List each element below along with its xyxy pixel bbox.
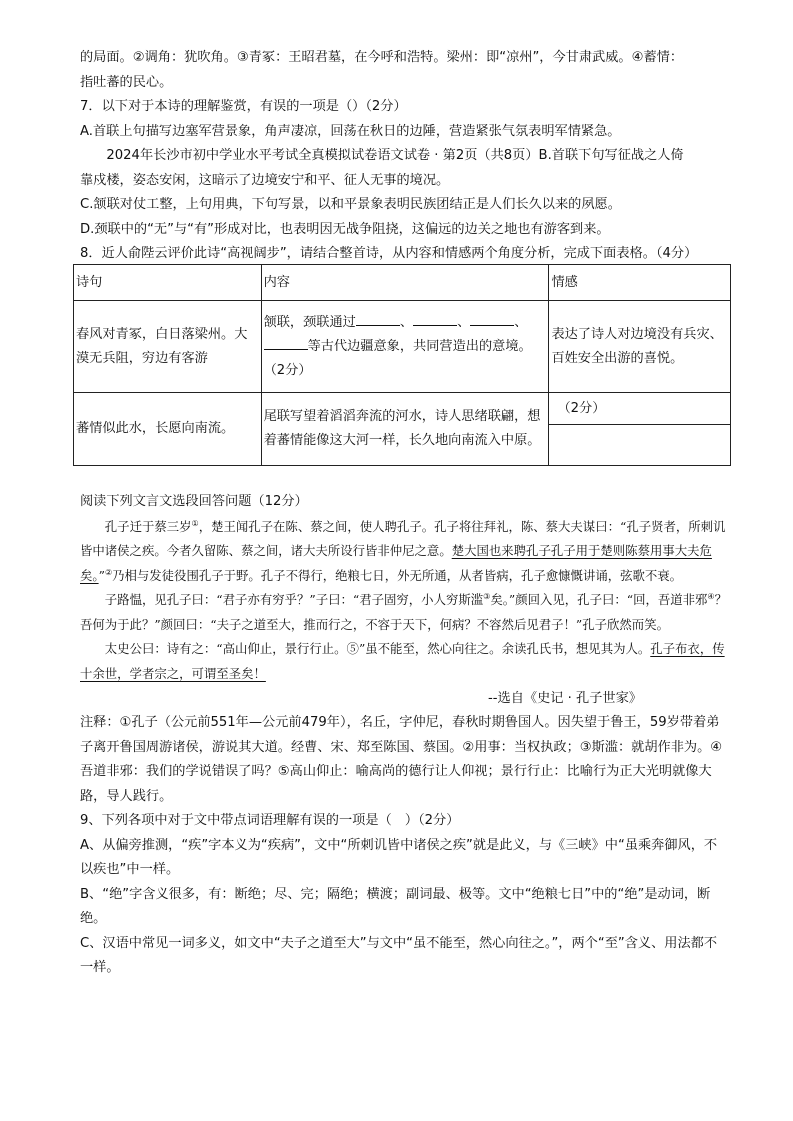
answer-blank[interactable] xyxy=(413,311,457,326)
table-cell-verse-1: 春风对青冢，白日落梁州。大漠无兵阻，穷边有客游 xyxy=(74,301,262,393)
question-7-stem: 7．以下对于本诗的理解鉴赏，有误的一项是（）（2分） xyxy=(80,99,407,114)
table-cell-emotion-1: 表达了诗人对边境没有兵灾、百姓安全出游的喜悦。 xyxy=(549,301,731,393)
q7-option-c: C.颔联对仗工整，上句用典，下句写景，以和平景象表明民族团结正是人们长久以来的夙愿。 xyxy=(80,197,621,212)
table-cell-content-2: 尾联写望着滔滔奔流的河水，诗人思绪联翩，想着蕃情能像这大河一样，长久地向南流入中原。 xyxy=(261,393,549,466)
q7-option-d: D.颈联中的“无”与“有”形成对比，也表明因无战争阻挠，这偏远的边关之地也有游客到来。 xyxy=(80,221,610,237)
question-8-stem: 8．近人俞陛云评价此诗“高视阔步”，请结合整首诗，从内容和情感两个角度分析，完成下面表格。（4分） xyxy=(80,246,698,261)
q9-option-a: A、从偏旁推测，“疾”字本义为“疾病”，文中“所刺讥皆中诸侯之疾”就是此义，与《三峡》中“虽乘奔御风，不以疾也”中一样。 xyxy=(80,837,718,878)
annotation-notes: 注释：①孔子（公元前551年—公元前479年），名丘，字仲尼，春秋时期鲁国人。因失望于鲁王，59岁带着弟子离开鲁国周游诸侯，游说其大道。经曹、宋、郑至陈国、蔡国。②用事：当权执政；③斯滥：就胡作非为。④吾道非邪：我们的学说错误了吗？⑤高山仰止：喻高尚的德行让人仰视；景行行止：比喻行为正大光明就像大路，导人践行。 xyxy=(80,715,723,804)
q7-option-b-line2: 靠戍楼，姿态安闲，这暗示了边境安宁和平、征人无事的境况。 xyxy=(80,172,450,188)
table-header-content: 内容 xyxy=(261,265,549,301)
answer-blank[interactable] xyxy=(264,335,308,350)
q9-option-c: C、汉语中常见一词多义，如文中“夫子之道至大”与文中“虽不能至，然心向往之。”，两个“至”含义、用法都不一样。 xyxy=(80,935,718,976)
answer-blank[interactable] xyxy=(356,311,400,326)
passage-paragraph-3: 太史公曰：诗有之：“高山仰止，景行行止。⑤”虽不能至，然心向往之。余读孔氏书，想见其为人。孔子布衣，传十余世，学者宗之，可谓至圣矣！ xyxy=(80,641,725,682)
q9-option-b: B、“绝”字含义很多，有：断绝；尽、完；隔绝；横渡；副词最、极等。文中“绝粮七日”中的“绝”是动词，断绝。 xyxy=(80,886,711,927)
note-line: 指吐蕃的民心。 xyxy=(80,74,173,90)
answer-blank[interactable] xyxy=(549,424,730,456)
passage-source: --选自《史记 · 孔子世家》 xyxy=(488,690,642,706)
table-cell-emotion-2 xyxy=(549,393,731,466)
passage-paragraph-2: 子路愠，见孔子曰：“君子亦有穷乎？”子曰：“君子固穷，小人穷斯滥③矣。”颜回入见，孔子曰：“回，吾道非邪④？吾何为于此？”颜回曰：“夫子之道至大，推而行之，不容于天下，何病？不容然后见君子！”孔子欣然而笑。 xyxy=(80,592,727,632)
analysis-table xyxy=(73,264,731,466)
table-header-emotion: 情感 xyxy=(549,265,731,301)
document-page xyxy=(76,46,730,981)
passage-paragraph-1: 孔子迁于蔡三岁①，楚王闻孔子在陈、蔡之间，使人聘孔子。孔子将往拜礼，陈、蔡大夫谋曰：“孔子贤者，所刺讥皆中诸侯之疾。今者久留陈、蔡之间，诸大夫所设行皆非仲尼之意。楚大国也来聘孔子孔子用于楚则陈蔡用事大夫危矣。”②乃相与发徒役围孔子于野。孔子不得行，绝粮七日，外无所通，从者皆病，孔子愈慷慨讲诵，弦歌不衰。 xyxy=(80,518,726,583)
spacer xyxy=(80,466,730,490)
note-line: 的局面。②调角：犹吹角。③青冢：王昭君墓，在今呼和浩特。梁州：即“凉州”，今甘肃武威。④蓄情： xyxy=(80,50,684,65)
underlined-sentence: 楚大国也来聘孔子孔子用于楚则陈蔡用事大夫危矣。 xyxy=(80,543,712,583)
table-header-verse: 诗句 xyxy=(74,265,262,301)
q7-option-a: A.首联上句描写边塞军营景象，角声凄凉，回荡在秋日的边陲，营造紧张气氛表明军情紧急。 xyxy=(80,123,621,139)
answer-blank[interactable] xyxy=(470,311,514,326)
score-note: （2分） xyxy=(557,401,606,416)
question-9-stem: 9、下列各项中对于文中带点词语理解有误的一项是（ ）（2分） xyxy=(80,813,460,829)
q7-option-b-line1: 2024年长沙市初中学业水平考试全真模拟试卷语文试卷 · 第2页（共8页）B.首联下句写征战之人倚 xyxy=(106,148,684,163)
reading-intro: 阅读下列文言文选段回答问题（12分） xyxy=(80,494,308,509)
table-cell-verse-2: 蕃情似此水，长愿向南流。 xyxy=(74,393,262,466)
underlined-sentence: 孔子布衣，传十余世，学者宗之，可谓至圣矣！ xyxy=(80,641,725,682)
table-cell-content-1: 颔联，颈联通过 、 、 、等古代边疆意象，共同营造出的意境。（2分） xyxy=(261,301,549,393)
